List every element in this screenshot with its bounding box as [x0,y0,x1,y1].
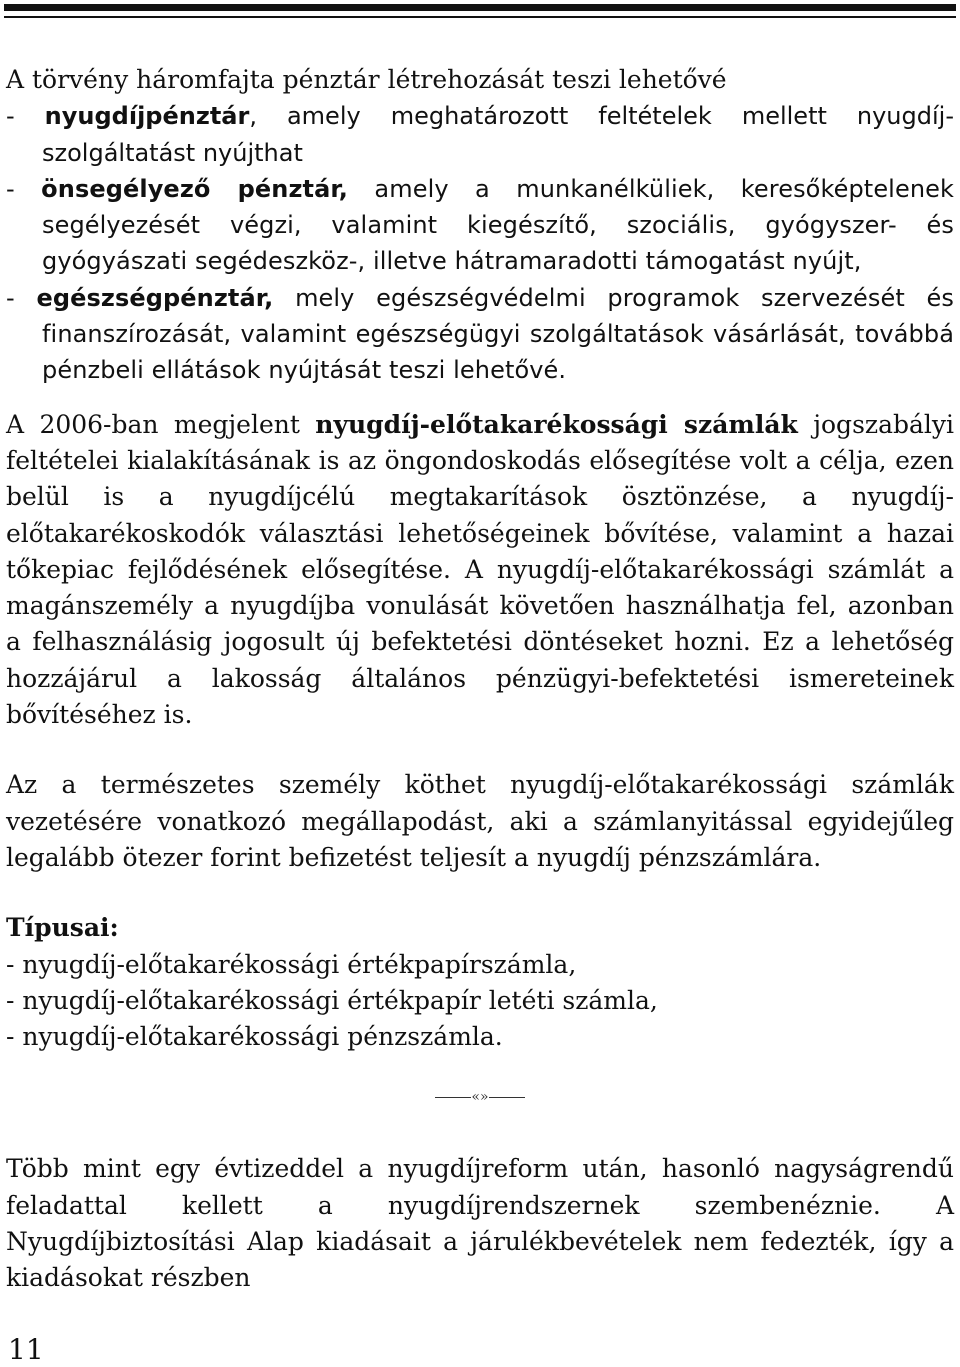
page-body [6,62,954,1297]
top-rule-thin [4,16,956,18]
page-number: 11 [8,1333,44,1366]
fund-type-self-help: - önsegélyező pénztár, amely a munkanélküliek, keresőképtelenek segélyezését végzi, valamint kiegészítő, szociális, gyógyszer- és gyógyászati segédeszköz-, illetve hátramaradotti támogatást nyújt, [6,174,954,276]
intro-line: A törvény háromfajta pénztár létrehozását teszi lehetővé [6,65,727,94]
fund-type-name: egészségpénztár, [36,283,274,312]
paragraph-reform: Több mint egy évtizeddel a nyugdíjreform után, hasonló nagyságrendű feladattal kellett a nyugdíjrendszernek szembenéznie. A Nyugdíjbiztosítási Alap kiadásait a járulékbevételek nem fedezték, így a kiadásokat részben [6,1154,954,1293]
fund-type-name: nyugdíjpénztár [44,102,250,131]
fund-types-list [6,98,954,388]
types-heading: Típusai: [6,913,119,943]
paragraph-contract: Az a természetes személy köthet nyugdíj-előtakarékossági számlák vezetésére vonatkozó megállapodást, aki a számlanyitással egyidejűleg legalább ötezer forint befizetést teljesít a nyugdíj pénzszámlára. [6,770,954,872]
top-rule-thick [4,4,956,11]
types-list-item: - nyugdíj-előtakarékossági értékpapírszámla, [6,949,577,979]
types-section [6,910,954,1055]
fund-type-pension: - nyugdíjpénztár, amely meghatározott feltételek mellett nyugdíj-szolgáltatást nyújthat [6,102,954,167]
fund-type-health: - egészségpénztár, mely egészségvédelmi programok szervezését és finanszírozását, valamint egészségügyi szolgáltatások vásárlását, továbbá pénzbeli ellátások nyújtását teszi lehetővé. [6,283,955,385]
section-separator: «» [6,1087,954,1107]
paragraph-2006: A 2006-ban megjelent nyugdíj-előtakarékossági számlák jogszabályi feltételei kialakításának is az öngondoskodás elősegítése volt a célja, ezen belül is a nyugdíjcélú megtakarítások ösztönzése, a nyugdíj-előtakarékoskodók választási lehetőségeinek bővítése, valamint a hazai tőkepiac fejlődésének elősegítése. A nyugdíj-előtakarékossági számlát a magánszemély a nyugdíjba vonulását követően használhatja fel, azonban a felhasználásig jogosult új befektetési döntéseket hozni. Ez a lehetőség hozzájárul a lakosság általános pénzügyi-befektetési ismereteinek bővítéséhez is. [6,409,954,730]
fund-type-name: önsegélyező pénztár, [41,174,349,203]
bold-term: nyugdíj-előtakarékossági számlák [315,409,798,439]
types-list-item: - nyugdíj-előtakarékossági értékpapír letéti számla, [6,985,658,1015]
types-list-item: - nyugdíj-előtakarékossági pénzszámla. [6,1022,503,1052]
